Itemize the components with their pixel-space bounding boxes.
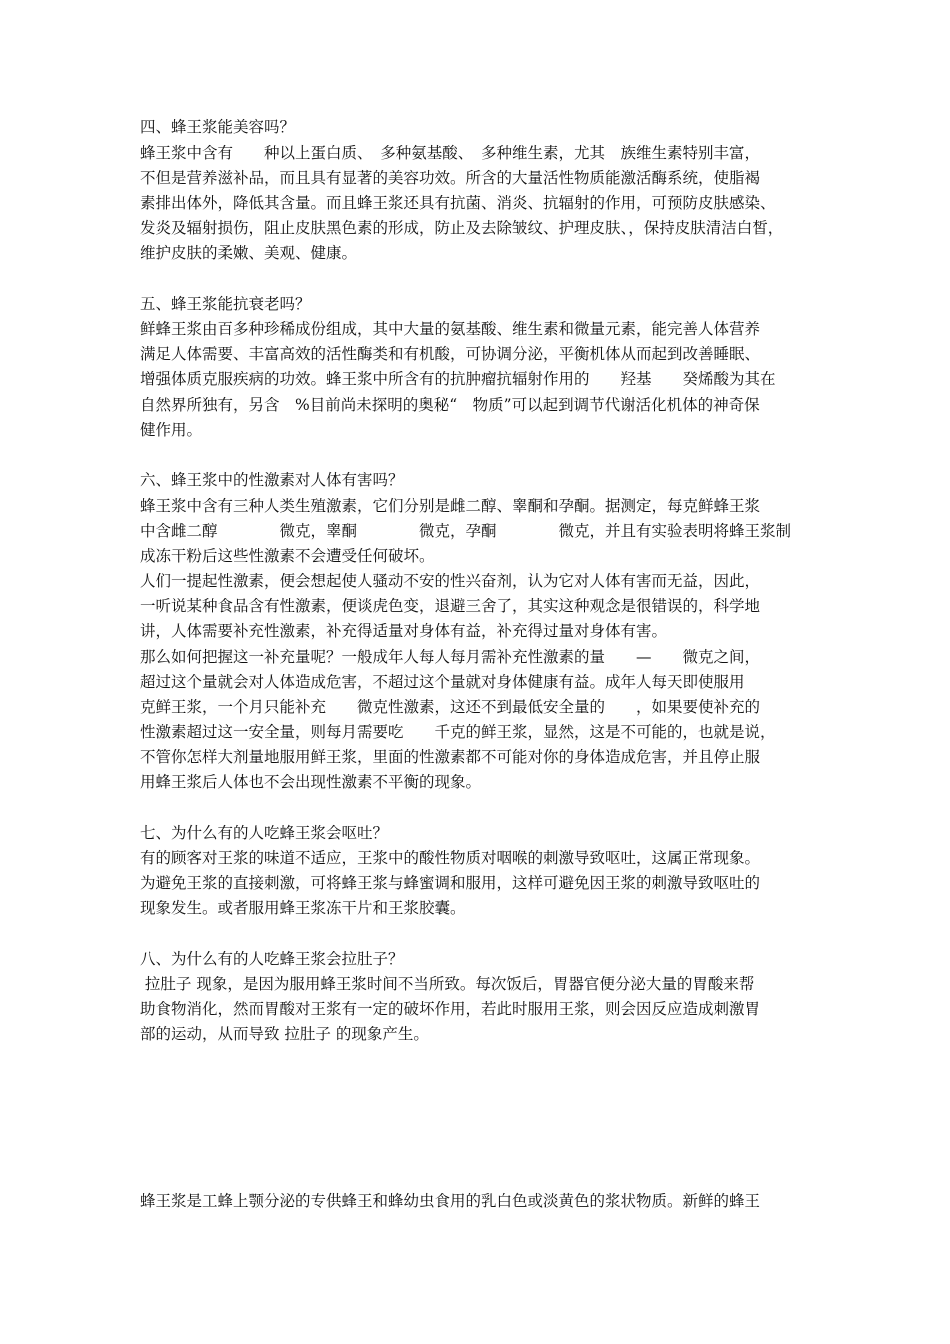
paragraph-line: 克鲜王浆，一个月只能补充 微克性激素，这还不到最低安全量的 ，如果要使补充的 [140, 698, 761, 716]
paragraph-line: 超过这个量就会对人体造成危害，不超过这个量就对身体健康有益。成年人每天即使服用 [140, 673, 745, 691]
paragraph-line: 增强体质克服疾病的功效。蜂王浆中所含有的抗肿瘤抗辐射作用的 羟基 癸烯酸为其在 [140, 370, 776, 388]
paragraph-line: 健作用。 [140, 421, 203, 439]
paragraph-line: 素排出体外，降低其含量。而且蜂王浆还具有抗菌、消炎、抗辐射的作用，可预防皮肤感染、 [140, 194, 776, 212]
paragraph-line: 发炎及辐射损伤，阻止皮肤黑色素的形成，防止及去除皱纹、护理皮肤、，保持皮肤清洁白皙， [140, 219, 784, 237]
section-heading: 四、蜂王浆能美容吗？ [140, 118, 296, 136]
paragraph-line: 部的运动，从而导致 拉肚子 的现象产生。 [140, 1025, 429, 1043]
paragraph-line: 人们一提起性激素，便会想起使人骚动不安的性兴奋剂，认为它对人体有害而无益，因此， [140, 572, 761, 590]
paragraph-line: 为避免王浆的直接刺激，可将蜂王浆与蜂蜜调和服用，这样可避免因王浆的刺激导致呕吐的 [140, 874, 761, 892]
section-heading: 七、为什么有的人吃蜂王浆会呕吐？ [140, 824, 389, 842]
paragraph-line: 满足人体需要、丰富高效的活性酶类和有机酸，可协调分泌，平衡机体从而起到改善睡眠、 [140, 345, 761, 363]
paragraph-line: 那么如何把握这一补充量呢？一般成年人每人每月需补充性激素的量 — 微克之间， [140, 648, 761, 666]
section-heading: 八、为什么有的人吃蜂王浆会拉肚子？ [140, 950, 404, 968]
paragraph-line: 蜂王浆中含有三种人类生殖激素，它们分别是雌二醇、睾酮和孕酮。据测定，每克鲜蜂王浆 [140, 497, 761, 515]
paragraph-line: 拉肚子 现象，是因为服用蜂王浆时间不当所致。每次饭后，胃器官便分泌大量的胃酸来帮 [140, 975, 755, 993]
footer-paragraph-line: 蜂王浆是工蜂上颚分泌的专供蜂王和蜂幼虫食用的乳白色或淡黄色的浆状物质。新鲜的蜂王 [140, 1192, 761, 1210]
paragraph-line: 用蜂王浆后人体也不会出现性激素不平衡的现象。 [140, 773, 482, 791]
paragraph-line: 蜂王浆中含有 种以上蛋白质、 多种氨基酸、 多种维生素，尤其 族维生素特别丰富， [140, 144, 761, 162]
section-heading: 六、蜂王浆中的性激素对人体有害吗？ [140, 471, 404, 489]
paragraph-line: 一听说某种食品含有性激素，便谈虎色变，退避三舍了，其实这种观念是很错误的，科学地 [140, 597, 761, 615]
paragraph-line: 中含雌二醇 微克，睾酮 微克，孕酮 微克，并且有实验表明将蜂王浆制 [140, 522, 792, 540]
paragraph-line: 讲，人体需要补充性激素，补充得适量对身体有益，补充得过量对身体有害。 [140, 622, 668, 640]
paragraph-line: 不管你怎样大剂量地服用鲜王浆，里面的性激素都不可能对你的身体造成危害，并且停止服 [140, 748, 761, 766]
paragraph-line: 鲜蜂王浆由百多种珍稀成份组成，其中大量的氨基酸、维生素和微量元素，能完善人体营养 [140, 320, 761, 338]
paragraph-line: 有的顾客对王浆的味道不适应，王浆中的酸性物质对咽喉的刺激导致呕吐，这属正常现象。 [140, 849, 761, 867]
paragraph-line: 现象发生。或者服用蜂王浆冻干片和王浆胶囊。 [140, 899, 466, 917]
paragraph-line: 成冻干粉后这些性激素不会遭受任何破坏。 [140, 547, 435, 565]
paragraph-line: 不但是营养滋补品，而且具有显著的美容功效。所含的大量活性物质能激活酶系统，使脂褐 [140, 169, 761, 187]
paragraph-line: 助食物消化，然而胃酸对王浆有一定的破坏作用，若此时服用王浆，则会因反应造成刺激胃 [140, 1000, 761, 1018]
paragraph-line: 维护皮肤的柔嫩、美观、健康。 [140, 244, 358, 262]
section-heading: 五、蜂王浆能抗衰老吗？ [140, 295, 311, 313]
paragraph-line: 性激素超过这一安全量，则每月需要吃 千克的鲜王浆，显然，这是不可能的，也就是说， [140, 723, 776, 741]
paragraph-line: 自然界所独有，另含 %目前尚未探明的奥秘“ 物质”可以起到调节代谢活化机体的神奇保 [140, 396, 760, 414]
